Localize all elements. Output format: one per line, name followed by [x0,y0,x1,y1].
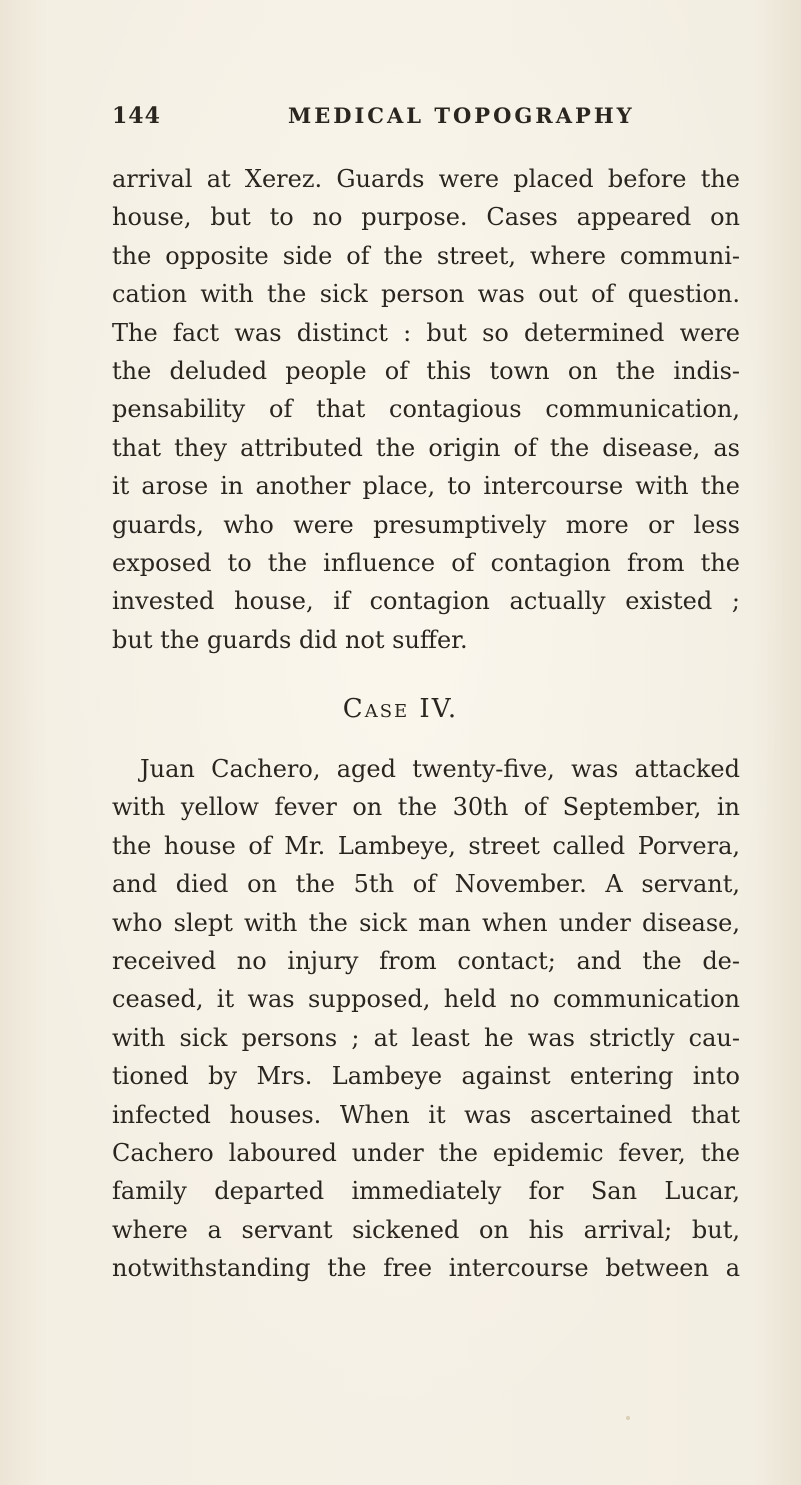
paper-speck [626,1416,630,1420]
text-line: invested house, if contagion actually existed ; [112,587,740,616]
text-line: exposed to the influence of contagion from the [112,548,740,577]
text-line: it arose in another place, to intercourse with the [112,472,740,501]
paragraph-1 [112,160,740,659]
case-heading: Case IV. [342,694,459,724]
text-line: where a servant sickened on his arrival; but, [112,1215,740,1244]
running-head: MEDICAL TOPOGRAPHY [288,103,635,128]
text-line: but the guards did not suffer. [112,625,468,654]
text-line: the opposite side of the street, where communi- [112,241,740,270]
text-line: house, but to no purpose. Cases appeared on [112,203,740,232]
paragraph-2 [112,750,740,1287]
text-line: The fact was distinct : but so determined were [112,318,740,347]
text-line: family departed immediately for San Lucar, [112,1177,740,1206]
text-line: received no injury from contact; and the de- [112,946,740,975]
text-line: tioned by Mrs. Lambeye against entering into [112,1062,740,1091]
text-line: guards, who were presumptively more or less [112,510,740,539]
text-line: with yellow fever on the 30th of September, in [112,793,740,822]
text-line: with sick persons ; at least he was strictly cau- [112,1023,740,1052]
text-line: and died on the 5th of November. A servant, [112,870,740,899]
text-line: the deluded people of this town on the indis- [112,356,740,385]
text-line: Cachero laboured under the epidemic fever, the [112,1138,740,1167]
page-number: 144 [112,103,161,129]
page-header [112,103,732,135]
text-line: Juan Cachero, aged twenty-five, was attacked [140,755,740,783]
text-line: the house of Mr. Lambeye, street called Porvera, [112,831,740,860]
text-line: notwithstanding the free intercourse between a [112,1254,740,1283]
text-line: infected houses. When it was ascertained that [112,1100,740,1129]
text-line: arrival at Xerez. Guards were placed before the [112,165,740,193]
text-line: cation with the sick person was out of question. [112,280,740,309]
text-line: pensability of that contagious communication, [112,395,740,424]
text-line: ceased, it was supposed, held no communication [112,985,740,1014]
text-line: who slept with the sick man when under disease, [112,908,740,937]
text-line: that they attributed the origin of the disease, as [112,433,740,462]
